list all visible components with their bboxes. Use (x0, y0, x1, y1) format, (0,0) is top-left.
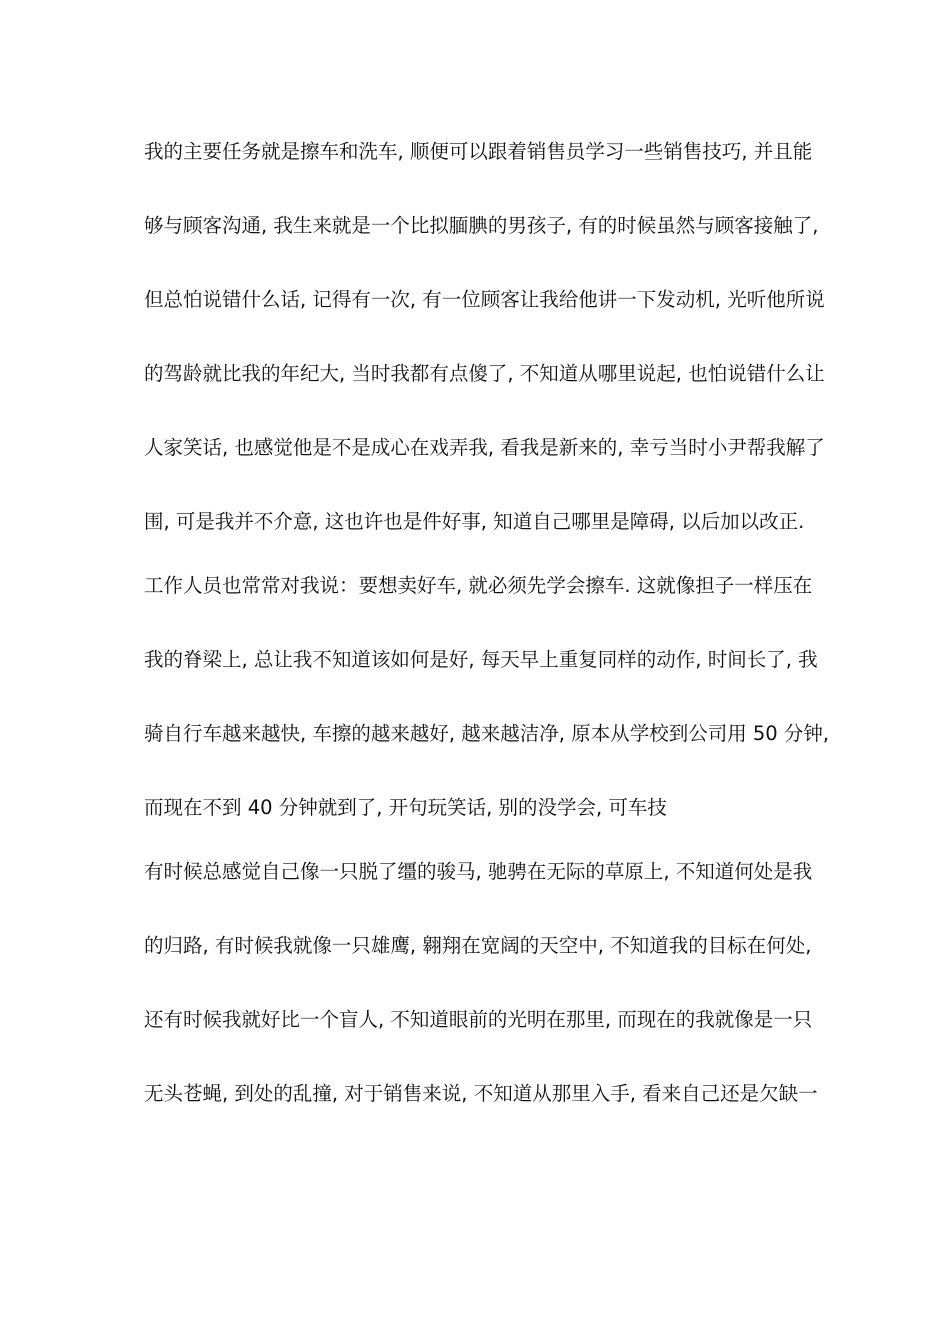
text-line: 无头苍蝇, 到处的乱撞, 对于销售来说, 不知道从那里入手, 看来自己还是欠缺一 (144, 1082, 818, 1105)
text-line: 的归路, 有时候我就像一只雄鹰, 翱翔在宽阔的天空中, 不知道我的目标在何处, (144, 934, 812, 957)
text-line: 的驾龄就比我的年纪大, 当时我都有点傻了, 不知道从哪里说起, 也怕说错什么让 (144, 362, 825, 385)
text-line: 骑自行车越来越快, 车擦的越来越好, 越来越洁净, 原本从学校到公司用 50 分钟, (144, 722, 830, 745)
text-line: 围, 可是我并不介意, 这也许也是件好事, 知道自己哪里是障碍, 以后加以改正. (144, 510, 805, 533)
text-line: 够与顾客沟通, 我生来就是一个比拟腼腆的男孩子, 有的时候虽然与顾客接触了, (144, 214, 819, 237)
text-line: 还有时候我就好比一个盲人, 不知道眼前的光明在那里, 而现在的我就像是一只 (144, 1008, 813, 1031)
text-line: 我的主要任务就是擦车和洗车, 顺便可以跟着销售员学习一些销售技巧, 并且能 (144, 140, 813, 163)
text-line: 有时候总感觉自己像一只脱了缰的骏马, 驰骋在无际的草原上, 不知道何处是我 (144, 860, 813, 883)
text-line: 而现在不到 40 分钟就到了, 开句玩笑话, 别的没学会, 可车技 (144, 796, 667, 819)
text-line: 人家笑话, 也感觉他是不是成心在戏弄我, 看我是新来的, 幸亏当时小尹帮我解了 (144, 436, 825, 459)
text-line: 但总怕说错什么话, 记得有一次, 有一位顾客让我给他讲一下发动机, 光听他所说 (144, 288, 825, 311)
text-line: 我的脊梁上, 总让我不知道该如何是好, 每天早上重复同样的动作, 时间长了, 我 (144, 648, 818, 671)
text-line: 工作人员也常常对我说：要想卖好车, 就必须先学会擦车. 这就像担子一样压在 (144, 574, 813, 597)
